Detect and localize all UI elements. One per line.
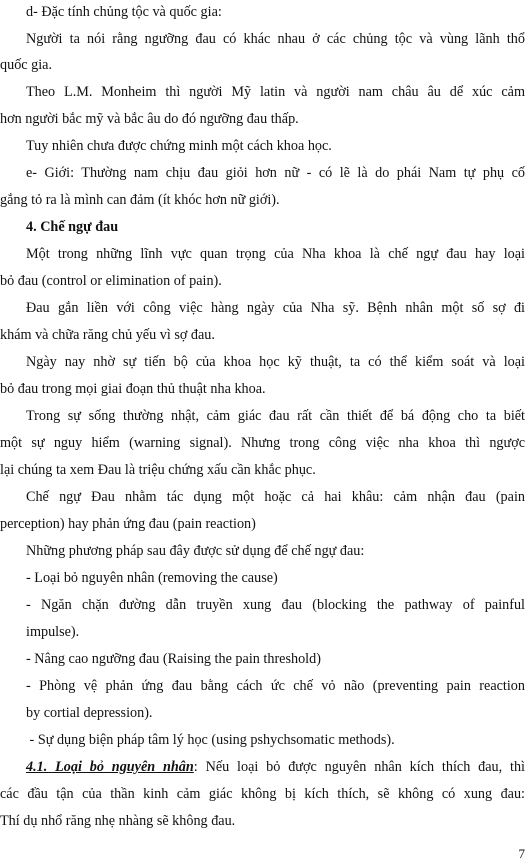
list-item-block-pathway-line2: impulse).: [26, 624, 80, 640]
subsection-title-remove-cause: 4.1. Loại bỏ nguyên nhân: [26, 759, 194, 775]
paragraph-ethnicity-line1: Người ta nói rằng ngưỡng đau có khác nhau ở các chủng tộc và vùng lãnh thổ: [26, 31, 525, 47]
subsection-remove-cause-line3: Thí dụ nhổ răng nhẹ nhàng sẽ không đau.: [0, 813, 236, 829]
subsection-text-line1: : Nếu loại bỏ được nguyên nhân kích thích đau, thì: [193, 759, 526, 775]
paragraph-warning-line3: lại chúng ta xem Đau là triệu chứng xấu cần khắc phục.: [0, 462, 316, 478]
list-item-cortical-depression-line2: by cortial depression).: [26, 705, 153, 721]
paragraph-gender-line2: gắng tỏ ra là mình can đảm (ít khóc hơn nữ giới).: [0, 192, 280, 208]
paragraph-progress-line1: Ngày nay nhờ sự tiến bộ của khoa học kỹ thuật, ta có thể kiểm soát và loại: [26, 354, 525, 370]
list-item-cortical-depression-line1: - Phòng vệ phản ứng đau bằng cách ức chế vỏ não (preventing pain reaction: [26, 678, 525, 694]
paragraph-monheim-line1: Theo L.M. Monheim thì người Mỹ latin và người nam châu âu dể xúc cảm: [26, 84, 525, 100]
paragraph-monheim-line2: hơn người bắc mỹ và bắc âu do đó ngưỡng đau thấp.: [0, 111, 299, 127]
paragraph-progress-line2: bỏ đau trong mọi giai đoạn thủ thuật nha khoa.: [0, 381, 266, 397]
paragraph-warning-line2: một sự nguy hiểm (warning signal). Nhưng trong công việc nha khoa thì ngược: [0, 435, 525, 451]
paragraph-dentist-line2: khám và chữa răng chủ yếu vì sợ đau.: [0, 327, 215, 343]
subsection-remove-cause-line1: [26, 754, 525, 781]
paragraph-ethnicity-line2: quốc gia.: [0, 57, 53, 73]
paragraph-field-line1: Một trong những lĩnh vực quan trọng của Nha khoa là chế ngự đau hay loại: [26, 246, 525, 262]
paragraph-not-proven: Tuy nhiên chưa được chứng minh một cách khoa học.: [26, 138, 332, 154]
paragraph-dentist-line1: Đau gắn liền với công việc hàng ngày của Nha sỹ. Bệnh nhân một số sợ đi: [26, 300, 525, 316]
paragraph-methods-intro: Những phương pháp sau đây được sử dụng để chế ngự đau:: [26, 543, 365, 559]
paragraph-ethnicity-heading: d- Đặc tính chủng tộc và quốc gia:: [26, 4, 222, 20]
paragraph-warning-line1: Trong sự sống thường nhật, cảm giác đau rất cần thiết để bá động cho ta biết: [26, 408, 525, 424]
list-item-remove-cause: - Loại bỏ nguyên nhân (removing the cause): [26, 570, 278, 586]
paragraph-perception-line1: Chế ngự Đau nhằm tác dụng một hoặc cả hai khâu: cảm nhận đau (pain: [26, 489, 525, 505]
list-item-block-pathway-line1: - Ngăn chặn đường dẫn truyền xung đau (blocking the pathway of painful: [26, 597, 525, 613]
list-item-raise-threshold: - Nâng cao ngưỡng đau (Raising the pain threshold): [26, 651, 321, 667]
list-item-psychosomatic: - Sự dụng biện pháp tâm lý học (using pshychsomatic methods).: [26, 732, 395, 748]
paragraph-perception-line2: perception) hay phản ứng đau (pain reaction): [0, 516, 256, 532]
page-number: 7: [518, 846, 525, 861]
subsection-remove-cause-line2: các đầu tận của thần kinh cảm giác không bị kích thích, sẽ không có xung đau:: [0, 786, 525, 802]
section-heading-pain-control: 4. Chế ngự đau: [26, 219, 119, 235]
paragraph-field-line2: bỏ đau (control or elimination of pain).: [0, 273, 222, 289]
paragraph-gender-line1: e- Giới: Thường nam chịu đau giỏi hơn nữ - có lẽ là do phái Nam tự phụ cố: [26, 165, 525, 181]
